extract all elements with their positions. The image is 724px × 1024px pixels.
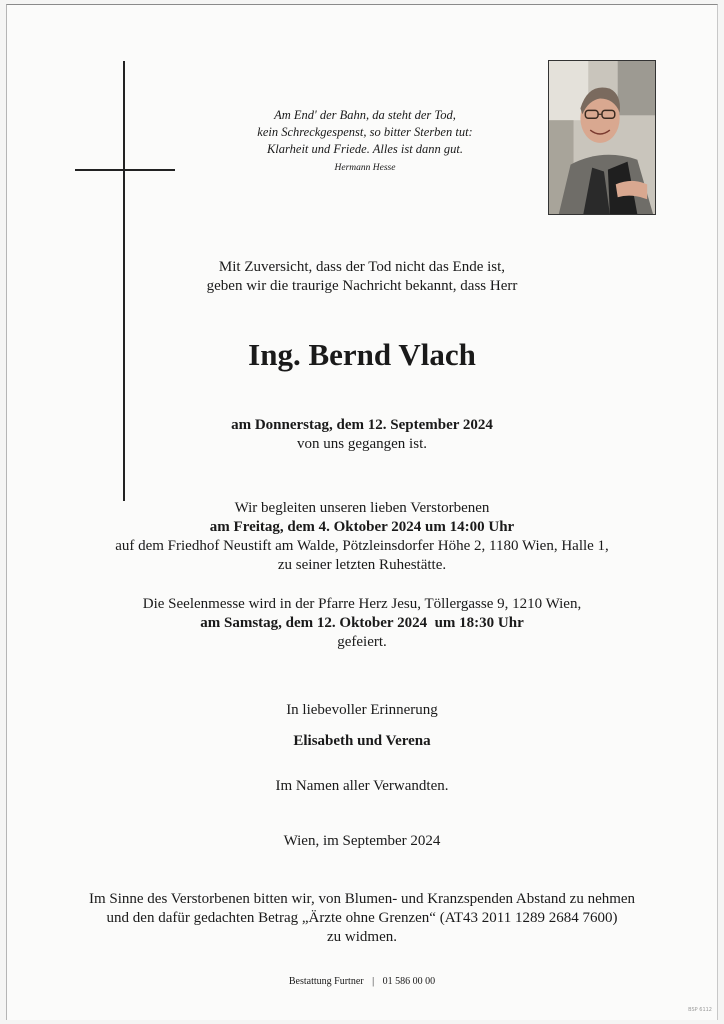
funeral-home-footer (0, 976, 724, 987)
funeral-info (0, 499, 724, 575)
intro-line: geben wir die traurige Nachricht bekannt, dass Herr (206, 278, 518, 294)
quote-line: kein Schreckgespenst, so bitter Sterben tut: (257, 125, 473, 139)
deceased-name: Ing. Bernd Vlach (248, 337, 476, 372)
funeral-line: zu seiner letzten Ruhestätte. (277, 557, 447, 573)
donation-line: zu widmen. (327, 929, 397, 945)
death-text: von uns gegangen ist. (297, 436, 427, 452)
death-notice (0, 416, 724, 454)
footer-separator: | (372, 976, 375, 987)
funeral-date: am Freitag, dem 4. Oktober 2024 um 14:00 Uhr (209, 519, 515, 535)
death-date: am Donnerstag, dem 12. September 2024 (231, 417, 493, 433)
quote (230, 107, 500, 177)
donation-request (0, 890, 724, 947)
funeral-line: Wir begleiten unseren lieben Verstorbenen (234, 500, 490, 516)
donation-line: und den dafür gedachten Betrag „Ärzte ohne Grenzen“ (AT43 2011 1289 2684 7600) (106, 910, 618, 926)
funeral-home-name: Bestattung Furtner (288, 976, 364, 987)
quote-line: Klarheit und Friede. Alles ist dann gut. (266, 142, 464, 156)
mourners-names: Elisabeth und Verena (293, 733, 431, 749)
portrait-photo (548, 60, 656, 215)
funeral-place: auf dem Friedhof Neustift am Walde, Pötzleinsdorfer Höhe 2, 1180 Wien, Halle 1, (115, 538, 609, 554)
cross-horizontal-bar (75, 169, 175, 171)
mass-date: am Samstag, dem 12. Oktober 2024 um 18:30 Uhr (200, 615, 524, 631)
mass-info (0, 595, 724, 652)
intro-text (0, 258, 724, 296)
quote-line: Am End' der Bahn, da steht der Tod, (274, 108, 456, 122)
mass-line: gefeiert. (337, 634, 387, 650)
document-code: BSP 6112 (688, 1007, 712, 1013)
relatives-text: Im Namen aller Verwandten. (275, 778, 449, 794)
intro-line: Mit Zuversicht, dass der Tod nicht das Ende ist, (218, 259, 506, 275)
memory-label: In liebevoller Erinnerung (286, 702, 438, 718)
donation-line: Im Sinne des Verstorbenen bitten wir, von Blumen- und Kranzspenden Abstand zu nehmen (88, 891, 636, 907)
mass-line: Die Seelenmesse wird in der Pfarre Herz Jesu, Töllergasse 9, 1210 Wien, (142, 596, 582, 612)
quote-author: Hermann Hesse (334, 163, 396, 173)
funeral-home-phone: 01 586 00 00 (382, 976, 436, 987)
place-date: Wien, im September 2024 (283, 833, 441, 849)
